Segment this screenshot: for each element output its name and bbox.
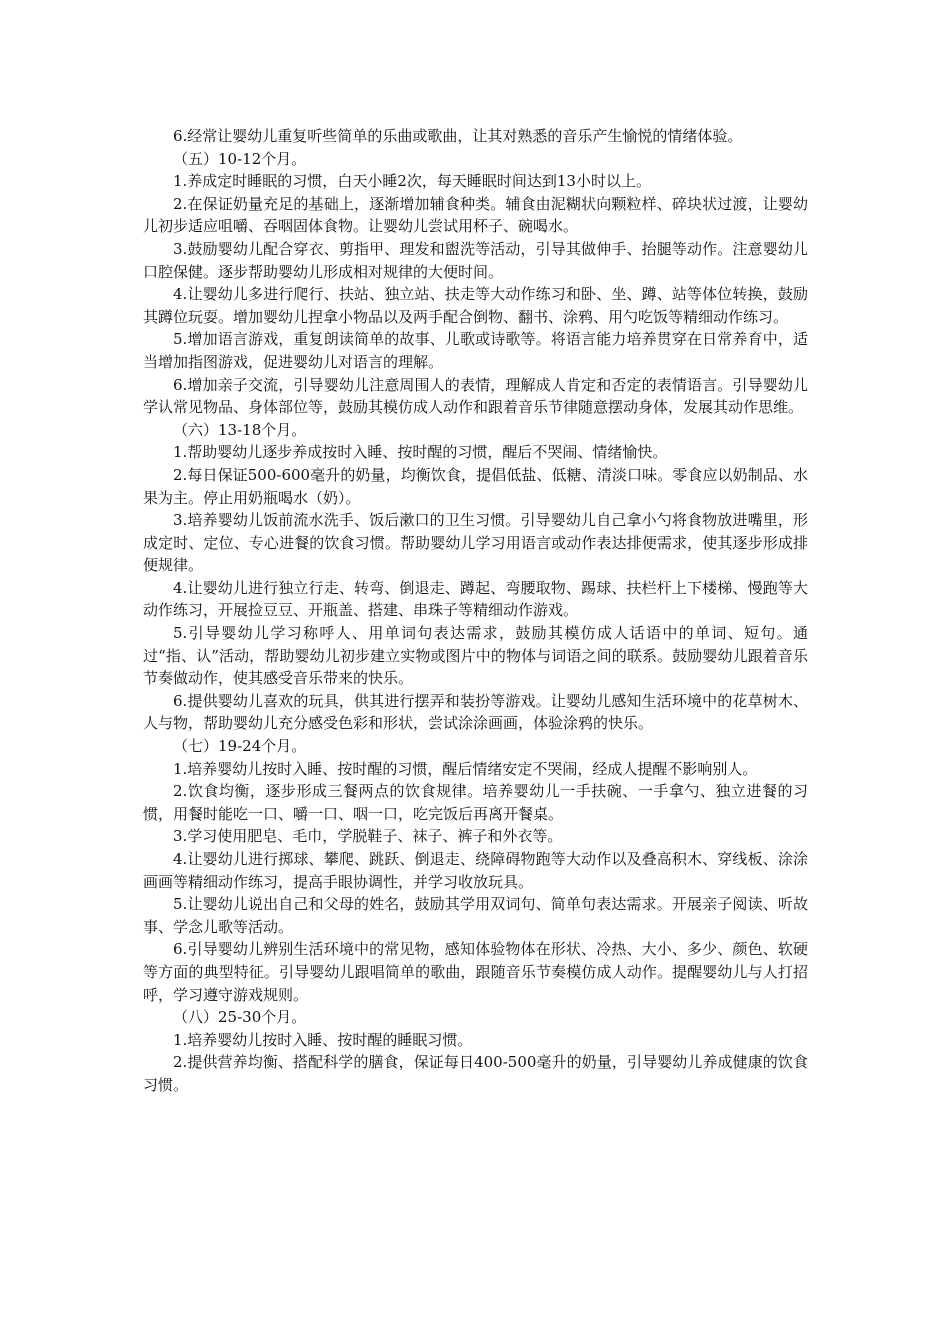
paragraph: 6.经常让婴幼儿重复听些简单的乐曲或歌曲，让其对熟悉的音乐产生愉悦的情绪体验。 xyxy=(173,127,743,145)
section-heading: （六）13-18个月。 xyxy=(173,420,307,439)
paragraph: 1.养成定时睡眠的习惯，白天小睡2次，每天睡眠时间达到13小时以上。 xyxy=(173,172,651,191)
paragraph: 5.引导婴幼儿学习称呼人、用单词句表达需求，鼓励其模仿成人话语中的单词、短句。通过“指、认”活动，帮助婴幼儿初步建立实物或图片中的物体与词语之间的联系。鼓励婴幼儿跟着音乐节奏做动作，使其感受音乐带来的快乐。 xyxy=(143,624,808,688)
paragraph: 3.培养婴幼儿饭前流水洗手、饭后漱口的卫生习惯。引导婴幼儿自己拿小勺将食物放进嘴里，形成定时、定位、专心进餐的饮食习惯。帮助婴幼儿学习用语言或动作表达排便需求，使其逐步形成排便规律。 xyxy=(143,511,808,575)
paragraph: 5.让婴幼儿说出自己和父母的姓名，鼓励其学用双词句、简单句表达需求。开展亲子阅读、听故事、学念儿歌等活动。 xyxy=(143,895,808,936)
paragraph: 3.鼓励婴幼儿配合穿衣、剪指甲、理发和盥洗等活动，引导其做伸手、抬腿等动作。注意婴幼儿口腔保健。逐步帮助婴幼儿形成相对规律的大便时间。 xyxy=(143,239,808,281)
paragraph: 3.学习使用肥皂、毛巾，学脱鞋子、袜子、裤子和外衣等。 xyxy=(173,827,563,846)
paragraph: 1.培养婴幼儿按时入睡、按时醒的睡眠习惯。 xyxy=(173,1030,473,1049)
paragraph: 6.提供婴幼儿喜欢的玩具，供其进行摆弄和装扮等游戏。让婴幼儿感知生活环境中的花草树木、人与物，帮助婴幼儿充分感受色彩和形状，尝试涂涂画画，体验涂鸦的快乐。 xyxy=(143,691,808,733)
paragraph: 6.增加亲子交流，引导婴幼儿注意周围人的表情，理解成人肯定和否定的表情语言。引导婴幼儿学认常见物品、身体部位等，鼓励其模仿成人动作和跟着音乐节律随意摆动身体，发展其动作思维。 xyxy=(143,375,808,417)
paragraph: 1.帮助婴幼儿逐步养成按时入睡、按时醒的习惯，醒后不哭闹、情绪愉快。 xyxy=(173,443,668,462)
paragraph: 2.在保证奶量充足的基础上，逐渐增加辅食种类。辅食由泥糊状向颗粒样、碎块状过渡，让婴幼儿初步适应咀嚼、吞咽固体食物。让婴幼儿尝试用杯子、碗喝水。 xyxy=(143,194,808,236)
section-heading: （八）25-30个月。 xyxy=(173,1008,307,1027)
paragraph: 4.让婴幼儿多进行爬行、扶站、独立站、扶走等大动作练习和卧、坐、蹲、站等体位转换，鼓励其蹲位玩耍。增加婴幼儿捏拿小物品以及两手配合倒物、翻书、涂鸦、用勺吃饭等精细动作练习。 xyxy=(143,285,808,326)
paragraph: 2.饮食均衡，逐步形成三餐两点的饮食规律。培养婴幼儿一手扶碗、一手拿勺、独立进餐的习惯，用餐时能吃一口、嚼一口、咽一口，吃完饭后再离开餐桌。 xyxy=(143,782,808,823)
document-body xyxy=(143,125,808,1097)
paragraph: 5.增加语言游戏，重复朗读简单的故事、儿歌或诗歌等。将语言能力培养贯穿在日常养育中，适当增加指图游戏，促进婴幼儿对语言的理解。 xyxy=(143,330,808,371)
paragraph: 4.让婴幼儿进行独立行走、转弯、倒退走、蹲起、弯腰取物、踢球、扶栏杆上下楼梯、慢跑等大动作练习，开展捡豆豆、开瓶盖、搭建、串珠子等精细动作游戏。 xyxy=(143,578,808,620)
paragraph: 2.提供营养均衡、搭配科学的膳食，保证每日400-500毫升的奶量，引导婴幼儿养成健康的饮食习惯。 xyxy=(143,1053,808,1094)
paragraph: 4.让婴幼儿进行掷球、攀爬、跳跃、倒退走、绕障碍物跑等大动作以及叠高积木、穿线板、涂涂画画等精细动作练习，提高手眼协调性，并学习收放玩具。 xyxy=(143,850,808,891)
section-heading: （五）10-12个月。 xyxy=(173,149,307,168)
section-heading: （七）19-24个月。 xyxy=(173,737,307,756)
paragraph: 2.每日保证500-600毫升的奶量，均衡饮食，提倡低盐、低糖、清淡口味。零食应以奶制品、水果为主。停止用奶瓶喝水（奶）。 xyxy=(143,465,808,507)
paragraph: 6.引导婴幼儿辨别生活环境中的常见物，感知体验物体在形状、冷热、大小、多少、颜色、软硬等方面的典型特征。引导婴幼儿跟唱简单的歌曲，跟随音乐节奏模仿成人动作。提醒婴幼儿与人打招呼，学习遵守游戏规则。 xyxy=(143,940,808,1004)
paragraph: 1.培养婴幼儿按时入睡、按时醒的习惯，醒后情绪安定不哭闹，经成人提醒不影响别人。 xyxy=(173,759,758,778)
